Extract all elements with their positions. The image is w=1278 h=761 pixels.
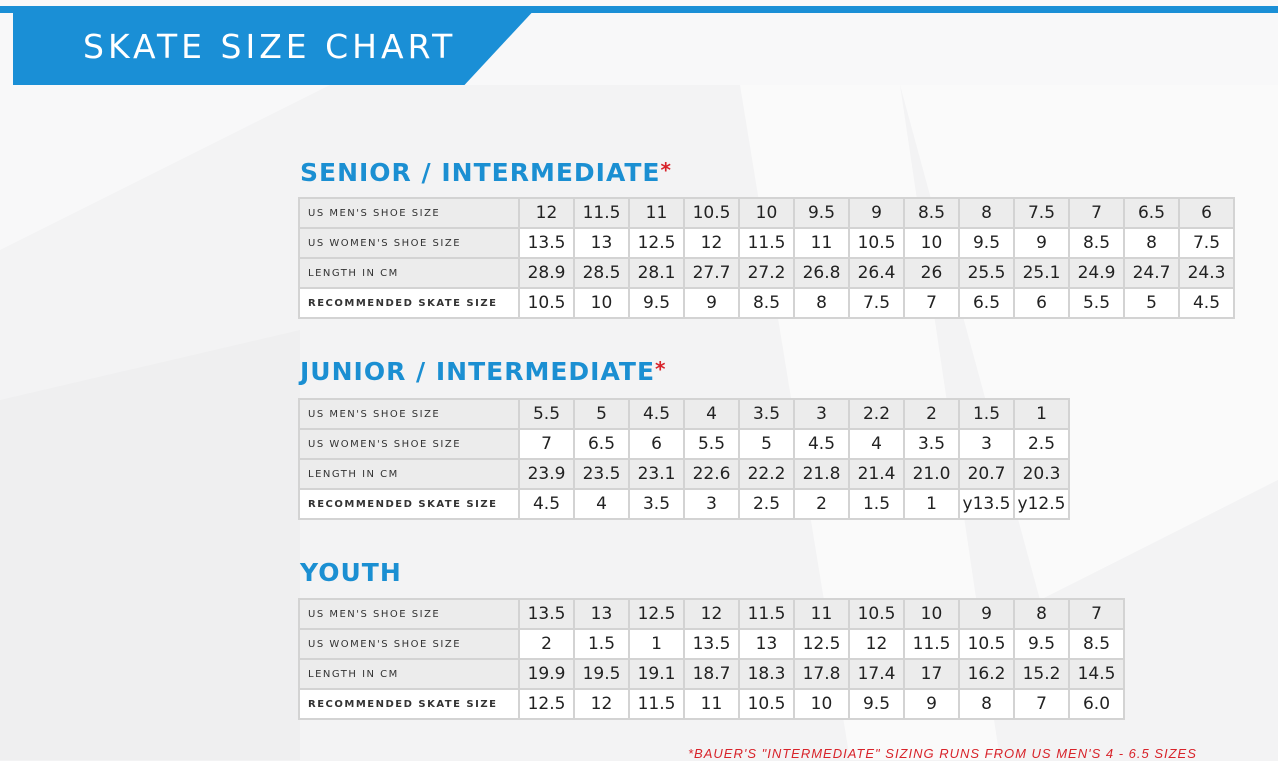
table-cell: 7 xyxy=(1014,689,1069,719)
table-cell: 2.2 xyxy=(849,399,904,429)
table-cell: 11 xyxy=(629,198,684,228)
section-title-junior xyxy=(300,357,667,386)
table-cell: 27.2 xyxy=(739,258,794,288)
table-cell: 8 xyxy=(1124,228,1179,258)
table-cell: 26.4 xyxy=(849,258,904,288)
table-cell: 4.5 xyxy=(629,399,684,429)
section-title-youth xyxy=(300,558,402,587)
table-cell: 8 xyxy=(959,689,1014,719)
table-cell: 6 xyxy=(1014,288,1069,318)
row-label: US WOMEN'S SHOE SIZE xyxy=(299,629,519,659)
table-cell: 6 xyxy=(629,429,684,459)
table-cell: 11.5 xyxy=(629,689,684,719)
table-cell: 1 xyxy=(904,489,959,519)
table-cell: 9 xyxy=(1014,228,1069,258)
table-cell: 19.1 xyxy=(629,659,684,689)
table-cell: 9.5 xyxy=(849,689,904,719)
table-cell: 21.8 xyxy=(794,459,849,489)
table-cell: 2 xyxy=(794,489,849,519)
table-cell: 17.4 xyxy=(849,659,904,689)
table-cell: 24.3 xyxy=(1179,258,1234,288)
table-cell: 13 xyxy=(574,228,629,258)
table-cell: 3.5 xyxy=(629,489,684,519)
table-cell: 19.5 xyxy=(574,659,629,689)
table-cell: 23.9 xyxy=(519,459,574,489)
table-cell: 7 xyxy=(1069,599,1124,629)
section-title-text: JUNIOR / INTERMEDIATE xyxy=(300,357,656,386)
table-cell: 5 xyxy=(1124,288,1179,318)
table-cell: 9.5 xyxy=(794,198,849,228)
table-cell: 20.7 xyxy=(959,459,1014,489)
table-cell: 5 xyxy=(739,429,794,459)
table-cell: 2.5 xyxy=(739,489,794,519)
table-cell: 1.5 xyxy=(849,489,904,519)
table-cell: 26 xyxy=(904,258,959,288)
table-cell: 17.8 xyxy=(794,659,849,689)
table-cell: 12.5 xyxy=(794,629,849,659)
table-cell: 5.5 xyxy=(1069,288,1124,318)
table-cell: 7 xyxy=(519,429,574,459)
asterisk-marker: * xyxy=(660,158,672,182)
table-cell: 10 xyxy=(904,228,959,258)
table-cell: 22.6 xyxy=(684,459,739,489)
table-cell: y12.5 xyxy=(1014,489,1069,519)
row-label: RECOMMENDED SKATE SIZE xyxy=(299,489,519,519)
table-cell: 23.1 xyxy=(629,459,684,489)
table-cell: 10 xyxy=(904,599,959,629)
table-cell: 10.5 xyxy=(739,689,794,719)
table-cell: 10 xyxy=(739,198,794,228)
table-cell: 18.7 xyxy=(684,659,739,689)
table-cell: 18.3 xyxy=(739,659,794,689)
row-label: LENGTH IN CM xyxy=(299,659,519,689)
table-cell: 12 xyxy=(574,689,629,719)
row-label: RECOMMENDED SKATE SIZE xyxy=(299,689,519,719)
table-cell: 21.0 xyxy=(904,459,959,489)
table-cell: 17 xyxy=(904,659,959,689)
table-cell: 4.5 xyxy=(794,429,849,459)
table-row xyxy=(299,198,1234,228)
table-cell: 3.5 xyxy=(904,429,959,459)
table-cell: 12.5 xyxy=(519,689,574,719)
table-cell: 24.7 xyxy=(1124,258,1179,288)
row-label: US MEN'S SHOE SIZE xyxy=(299,399,519,429)
table-cell: 4 xyxy=(574,489,629,519)
table-cell: 12 xyxy=(519,198,574,228)
table-cell: 6 xyxy=(1179,198,1234,228)
table-row xyxy=(299,399,1069,429)
table-cell: 28.9 xyxy=(519,258,574,288)
table-row xyxy=(299,599,1124,629)
table-cell: 6.5 xyxy=(1124,198,1179,228)
table-cell: 4.5 xyxy=(1179,288,1234,318)
table-row xyxy=(299,629,1124,659)
senior-size-table xyxy=(298,197,1235,319)
table-cell: 4 xyxy=(684,399,739,429)
table-cell: 14.5 xyxy=(1069,659,1124,689)
table-cell: 12 xyxy=(849,629,904,659)
table-row xyxy=(299,659,1124,689)
youth-size-table xyxy=(298,598,1125,720)
table-cell: 7.5 xyxy=(849,288,904,318)
table-row xyxy=(299,489,1069,519)
table-cell: 12.5 xyxy=(629,599,684,629)
section-title-text: YOUTH xyxy=(300,558,402,587)
page-title: SKATE SIZE CHART xyxy=(83,27,457,66)
table-row xyxy=(299,459,1069,489)
table-cell: 13 xyxy=(574,599,629,629)
table-cell: 23.5 xyxy=(574,459,629,489)
table-cell: 8.5 xyxy=(1069,629,1124,659)
table-cell: 6.5 xyxy=(959,288,1014,318)
table-cell: 3 xyxy=(794,399,849,429)
row-label: US MEN'S SHOE SIZE xyxy=(299,599,519,629)
table-cell: 1 xyxy=(1014,399,1069,429)
table-cell: 13.5 xyxy=(519,599,574,629)
table-cell: 13.5 xyxy=(519,228,574,258)
row-label: US WOMEN'S SHOE SIZE xyxy=(299,429,519,459)
table-cell: 10 xyxy=(574,288,629,318)
table-cell: y13.5 xyxy=(959,489,1014,519)
table-cell: 8.5 xyxy=(904,198,959,228)
table-row xyxy=(299,228,1234,258)
table-cell: 9.5 xyxy=(1014,629,1069,659)
table-cell: 21.4 xyxy=(849,459,904,489)
table-row xyxy=(299,288,1234,318)
table-cell: 8.5 xyxy=(1069,228,1124,258)
table-cell: 11.5 xyxy=(739,228,794,258)
table-cell: 11 xyxy=(684,689,739,719)
table-cell: 11.5 xyxy=(739,599,794,629)
table-cell: 24.9 xyxy=(1069,258,1124,288)
table-cell: 13 xyxy=(739,629,794,659)
table-cell: 2 xyxy=(519,629,574,659)
table-cell: 16.2 xyxy=(959,659,1014,689)
table-cell: 7 xyxy=(904,288,959,318)
table-cell: 25.1 xyxy=(1014,258,1069,288)
table-cell: 27.7 xyxy=(684,258,739,288)
table-cell: 28.1 xyxy=(629,258,684,288)
table-cell: 11 xyxy=(794,228,849,258)
table-row xyxy=(299,258,1234,288)
table-cell: 10.5 xyxy=(519,288,574,318)
table-cell: 6.5 xyxy=(574,429,629,459)
table-cell: 5 xyxy=(574,399,629,429)
table-cell: 10.5 xyxy=(849,599,904,629)
table-cell: 11.5 xyxy=(904,629,959,659)
table-cell: 11 xyxy=(794,599,849,629)
table-cell: 5.5 xyxy=(684,429,739,459)
table-cell: 12 xyxy=(684,228,739,258)
table-cell: 6.0 xyxy=(1069,689,1124,719)
table-cell: 10.5 xyxy=(684,198,739,228)
table-cell: 12 xyxy=(684,599,739,629)
table-cell: 2 xyxy=(904,399,959,429)
table-cell: 15.2 xyxy=(1014,659,1069,689)
table-cell: 10.5 xyxy=(959,629,1014,659)
table-cell: 9.5 xyxy=(959,228,1014,258)
footnote: *BAUER'S "INTERMEDIATE" SIZING RUNS FROM US MEN'S 4 - 6.5 SIZES xyxy=(688,746,1197,761)
row-label: LENGTH IN CM xyxy=(299,459,519,489)
table-cell: 9 xyxy=(904,689,959,719)
junior-size-table xyxy=(298,398,1070,520)
table-cell: 2.5 xyxy=(1014,429,1069,459)
table-cell: 13.5 xyxy=(684,629,739,659)
row-label: LENGTH IN CM xyxy=(299,258,519,288)
table-cell: 12.5 xyxy=(629,228,684,258)
table-cell: 3 xyxy=(684,489,739,519)
table-cell: 5.5 xyxy=(519,399,574,429)
asterisk-marker: * xyxy=(655,357,667,381)
table-cell: 3.5 xyxy=(739,399,794,429)
row-label: RECOMMENDED SKATE SIZE xyxy=(299,288,519,318)
section-title-senior xyxy=(300,158,672,187)
table-cell: 11.5 xyxy=(574,198,629,228)
table-cell: 10.5 xyxy=(849,228,904,258)
table-cell: 19.9 xyxy=(519,659,574,689)
table-row xyxy=(299,689,1124,719)
table-cell: 9 xyxy=(849,198,904,228)
table-cell: 7.5 xyxy=(1014,198,1069,228)
table-cell: 8.5 xyxy=(739,288,794,318)
table-cell: 8 xyxy=(794,288,849,318)
table-cell: 1 xyxy=(629,629,684,659)
table-cell: 9 xyxy=(959,599,1014,629)
table-cell: 8 xyxy=(959,198,1014,228)
table-cell: 28.5 xyxy=(574,258,629,288)
table-cell: 10 xyxy=(794,689,849,719)
table-cell: 7 xyxy=(1069,198,1124,228)
section-title-text: SENIOR / INTERMEDIATE xyxy=(300,158,661,187)
table-cell: 7.5 xyxy=(1179,228,1234,258)
table-cell: 1.5 xyxy=(959,399,1014,429)
table-cell: 26.8 xyxy=(794,258,849,288)
row-label: US MEN'S SHOE SIZE xyxy=(299,198,519,228)
table-cell: 9 xyxy=(684,288,739,318)
table-cell: 22.2 xyxy=(739,459,794,489)
table-cell: 25.5 xyxy=(959,258,1014,288)
table-cell: 20.3 xyxy=(1014,459,1069,489)
table-cell: 3 xyxy=(959,429,1014,459)
row-label: US WOMEN'S SHOE SIZE xyxy=(299,228,519,258)
table-cell: 4 xyxy=(849,429,904,459)
table-cell: 8 xyxy=(1014,599,1069,629)
table-cell: 4.5 xyxy=(519,489,574,519)
table-row xyxy=(299,429,1069,459)
table-cell: 1.5 xyxy=(574,629,629,659)
table-cell: 9.5 xyxy=(629,288,684,318)
